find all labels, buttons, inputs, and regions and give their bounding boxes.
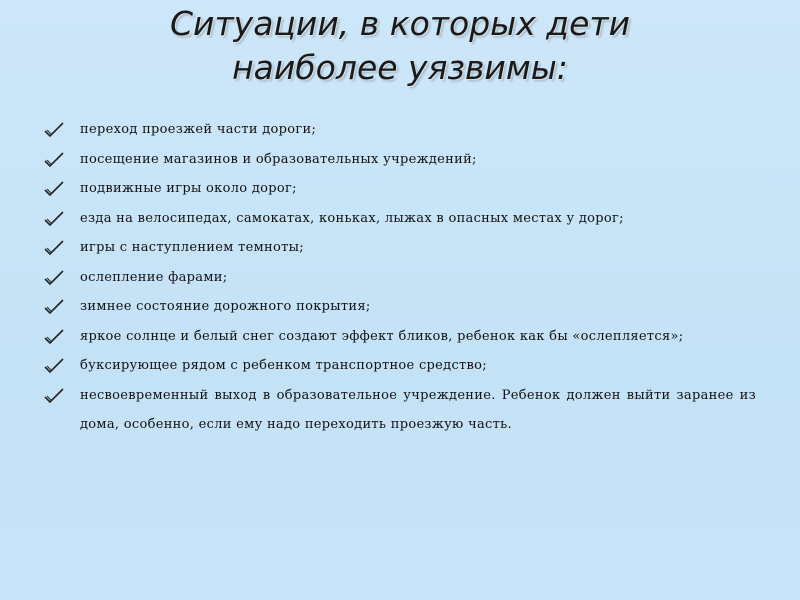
slide-title: [60, 2, 740, 90]
list-item: [44, 322, 756, 352]
list-item-text: зимнее состояние дорожного покрытия;: [80, 299, 371, 314]
checkmark-icon: [44, 122, 64, 138]
checkmark-icon: [44, 270, 64, 286]
slide-title-line-2: наиболее уязвимы:: [232, 48, 568, 87]
list-item-text: игры с наступлением темноты;: [80, 240, 304, 255]
list-item: [44, 263, 756, 293]
list-item: [44, 204, 756, 234]
list-item-text: подвижные игры около дорог;: [80, 181, 297, 196]
list-item: [44, 115, 756, 145]
checkmark-icon: [44, 152, 64, 168]
list-item: [44, 174, 756, 204]
list-item-text: буксирующее рядом с ребенком транспортное средство;: [80, 358, 487, 373]
list-item: [44, 292, 756, 322]
list-item-text: яркое солнце и белый снег создают эффект бликов, ребенок как бы «ослепляется»;: [80, 328, 684, 344]
list-item: [44, 145, 756, 175]
checkmark-icon: [44, 299, 64, 315]
checkmark-icon: [44, 240, 64, 256]
list-item: [44, 351, 756, 381]
checkmark-icon: [44, 388, 64, 404]
list-item: [44, 233, 756, 263]
list-item-text: несвоевременный выход в образовательное учреждение. Ребенок должен выйти заранее из дома, особенно, если ему надо переходить проезжую часть.: [80, 387, 756, 432]
situations-list: [44, 115, 756, 440]
checkmark-icon: [44, 211, 64, 227]
slide-title-line-1: Ситуации, в которых дети: [169, 4, 631, 43]
list-item-text: езда на велосипедах, самокатах, коньках, лыжах в опасных местах у дорог;: [80, 210, 624, 226]
list-item: [44, 381, 756, 440]
checkmark-icon: [44, 329, 64, 345]
checkmark-icon: [44, 181, 64, 197]
list-item-text: посещение магазинов и образовательных учреждений;: [80, 151, 477, 167]
list-item-text: ослепление фарами;: [80, 269, 228, 285]
list-item-text: переход проезжей части дороги;: [80, 122, 317, 137]
checkmark-icon: [44, 358, 64, 374]
